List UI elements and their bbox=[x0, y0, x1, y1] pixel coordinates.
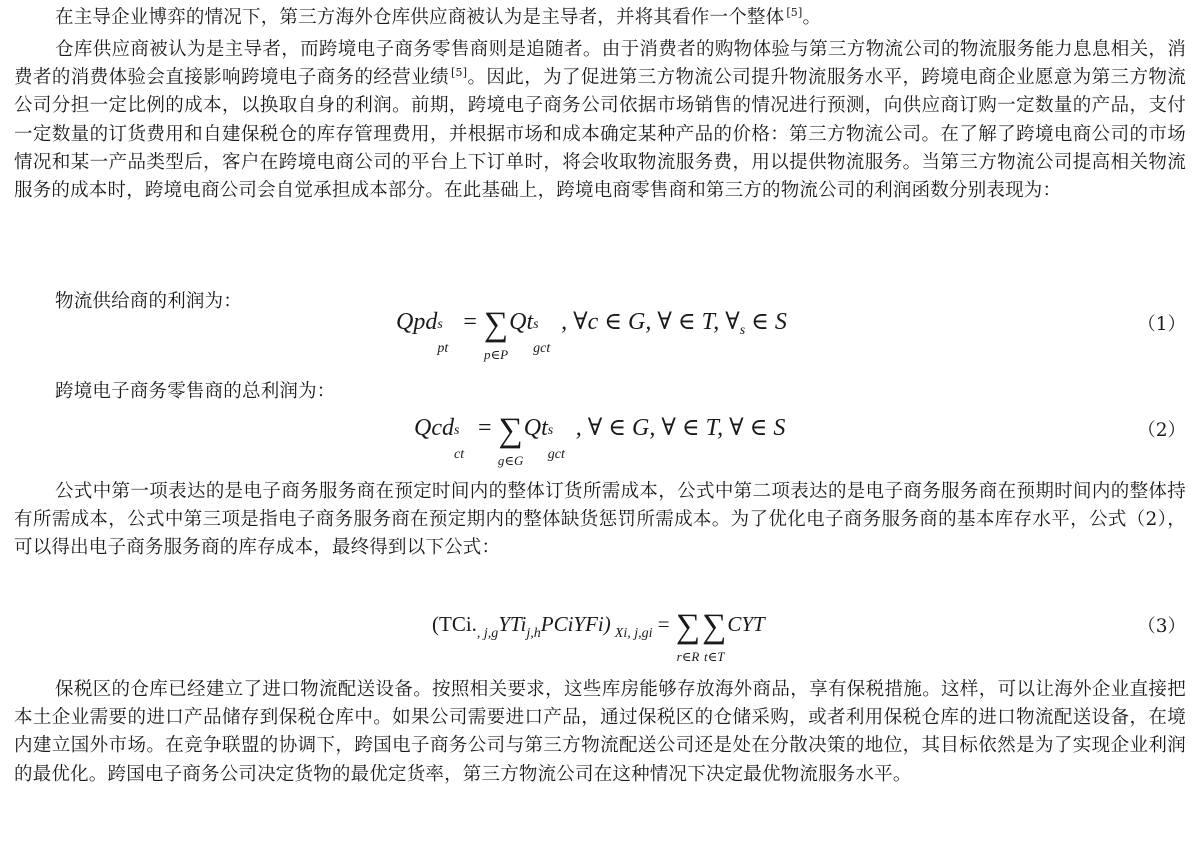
eq3-sub1: , j,g bbox=[476, 626, 499, 641]
equation-1-number: （1） bbox=[1137, 314, 1186, 335]
eq1-conditions: , ∀c ∈ G, ∀ ∈ T, ∀ bbox=[561, 309, 740, 335]
paragraph-4 bbox=[14, 378, 1186, 406]
paragraph-6-text: 保税区的仓库已经建立了进口物流配送设备。按照相关要求，这些库房能够存放海外商品，享有保税措施。这样，可以让海外企业直接把本土企业需要的进口产品储存到保税仓库中。如果公司需要进口产品，通过保税区的仓储采购，或者利用保税仓库的进口物流配送设备，在境内建立国外市场。在竞争联盟的协调下，跨国电子商务公司与第三方物流配送公司还是处在分散决策的地位，其目标依然是为了实现企业利润的最优化。跨国电子商务公司决定货物的最优定货率，第三方物流公司在这种情况下决定最优物流服务水平。 bbox=[14, 679, 1186, 785]
sum-symbol: ∑ g∈G bbox=[497, 412, 524, 468]
equation-3 bbox=[0, 608, 1200, 668]
paragraph-2 bbox=[14, 36, 1186, 205]
paragraph-1 bbox=[14, 4, 1186, 32]
eq2-sum-limit: g∈G bbox=[497, 453, 524, 468]
eq2-term: Qt bbox=[523, 415, 548, 441]
citation-ref: [5] bbox=[786, 5, 803, 19]
eq1-lhs-sub: pt bbox=[437, 341, 449, 356]
equation-2-body: Qcd s ct = ∑ g∈G Qt s gct , ∀ ∈ G, ∀ ∈ T, ∀ ∈ S bbox=[414, 412, 786, 468]
eq3-sum1-limit: r∈R bbox=[676, 649, 700, 664]
eq3-sub2: j,h bbox=[526, 626, 541, 641]
equation-3-number: （3） bbox=[1137, 616, 1186, 637]
paragraph-2-tail: 。因此，为了促进第三方物流公司提升物流服务水平，跨境电商企业愿意为第三方物流公司分担一定比例的成本，以换取自身的利润。前期，跨境电子商务公司依据市场销售的情况进行预测，向供应商订购一定数量的产品，支付一定数量的订货费用和自建保税仓的库存管理费用，并根据市场和成本确定某种产品的价格：第三方物流公司。在了解了跨境电商公司的市场情况和某一产品类型后，客户在跨境电商公司的平台上下订单时，将会收取物流服务费，用以提供物流服务。当第三方物流公司提高相关物流服务的成本时，跨境电商公司会自觉承担成本部分。在此基础上，跨境电商零售商和第三方的物流公司的利润函数分别表现为： bbox=[14, 67, 1186, 202]
paragraph-2-text: 仓库供应商被认为是主导者，而跨境电子商务零售商则是追随者。由于消费者的购物体验与第三方物流公司的物流服务能力息息相关，消费者的消费体验会直接影响跨境电子商务的经营业绩 bbox=[14, 39, 1186, 89]
paragraph-5 bbox=[14, 478, 1186, 563]
eq3-mid: YTi bbox=[498, 612, 527, 636]
equation-2 bbox=[0, 412, 1200, 472]
eq2-lhs-sub: ct bbox=[453, 447, 465, 462]
equation-1 bbox=[0, 306, 1200, 366]
eq2-lhs-sup: s bbox=[453, 423, 460, 438]
paragraph-6 bbox=[14, 676, 1186, 789]
eq3-sum2-limit: t∈T bbox=[703, 649, 725, 664]
paragraph-5-text: 公式中第一项表达的是电子商务服务商在预定时间内的整体订货所需成本，公式中第二项表达的是电子商务服务商在预期时间内的整体持有所需成本，公式中第三项是指电子商务服务商在预定期内的整体缺货惩罚所需成本。为了优化电子商务服务商的基本库存水平，公式（2），可以得出电子商务服务商的库存成本，最终得到以下公式： bbox=[14, 481, 1186, 559]
sum-symbol: ∑ p∈P bbox=[483, 306, 509, 362]
sum-symbol: ∑ t∈T bbox=[702, 608, 727, 664]
eq1-cond-sub: s bbox=[739, 323, 746, 338]
equation-1-body: Qpd s pt = ∑ p∈P Qt s gct , ∀c ∈ G, ∀ ∈ T, $\forall_s$ ∈ S bbox=[396, 306, 787, 362]
eq3-sub3: Xi, j,gi bbox=[614, 626, 653, 641]
eq3-rhs: CYT bbox=[727, 612, 765, 636]
sum-symbol: ∑ r∈R bbox=[675, 608, 701, 664]
eq2-term-sub: gct bbox=[547, 447, 565, 462]
equation-3-body: $(TCi._{, j,g}YTi_{j,h}PCiYFi) _{Xi, j,gi}$ = ∑ r∈R ∑ t∈T CYT bbox=[432, 608, 765, 664]
eq1-term-sup: s bbox=[533, 317, 539, 332]
eq3-lhs-open: (TCi. bbox=[432, 612, 477, 636]
eq1-lhs: Qpd bbox=[396, 309, 438, 335]
paragraph-1-tail: 。 bbox=[802, 7, 822, 28]
equation-2-number: （2） bbox=[1137, 420, 1186, 441]
citation-ref: [5] bbox=[451, 66, 468, 80]
eq1-term: Qt bbox=[509, 309, 534, 335]
paragraph-3-text: 物流供给商的利润为： bbox=[55, 291, 243, 312]
eq1-cond-tail: ∈ S bbox=[745, 309, 787, 335]
paragraph-4-text: 跨境电子商务零售商的总利润为： bbox=[55, 381, 336, 402]
eq2-term-sup: s bbox=[547, 423, 554, 438]
paragraph-1-text: 在主导企业博弈的情况下，第三方海外仓库供应商被认为是主导者，并将其看作一个整体 bbox=[55, 7, 785, 28]
eq2-conditions: , ∀ ∈ G, ∀ ∈ T, ∀ ∈ S bbox=[575, 415, 786, 441]
eq1-lhs-sup: s bbox=[437, 317, 443, 332]
eq1-sum-limit: p∈P bbox=[483, 347, 509, 362]
eq2-lhs: Qcd bbox=[414, 415, 454, 441]
eq3-tail: PCiYFi) bbox=[540, 612, 611, 636]
eq1-term-sub: gct bbox=[533, 341, 551, 356]
